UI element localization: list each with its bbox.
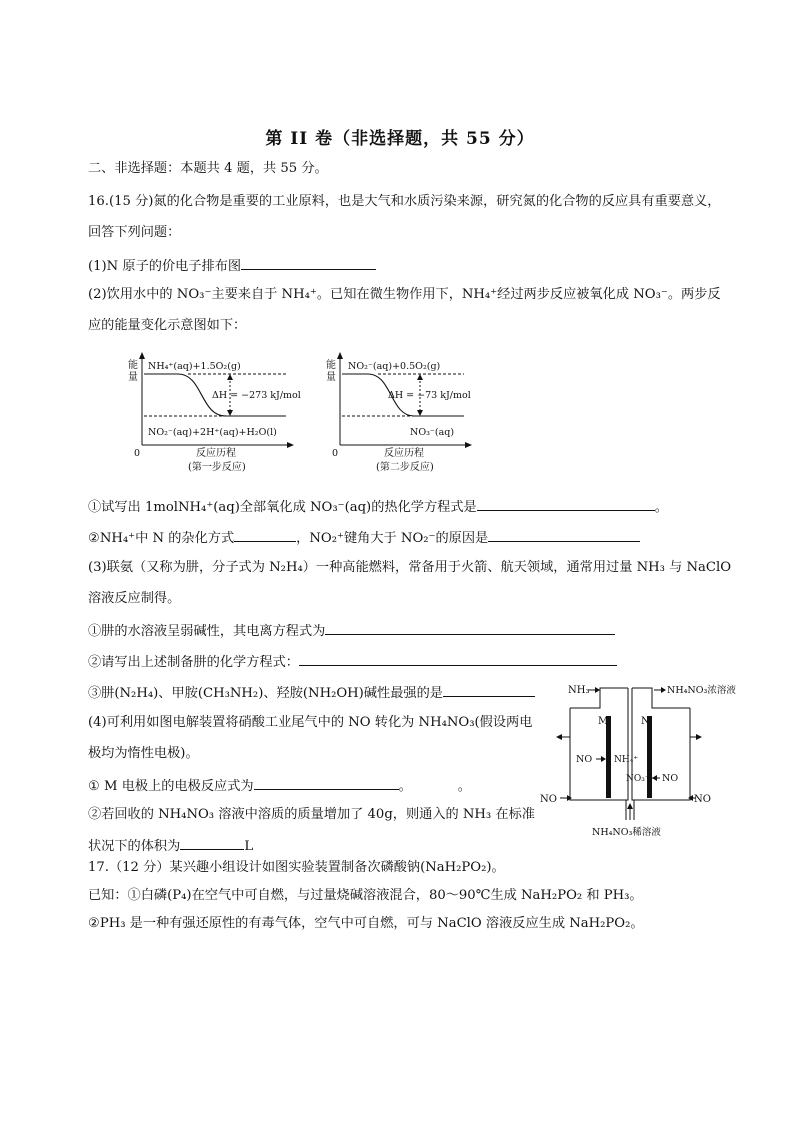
- answer-blank[interactable]: [180, 836, 244, 850]
- q16-4-1-text: ① M 电极上的电极反应式为: [88, 779, 254, 794]
- q16-2-1: [88, 497, 668, 517]
- dh-arrow-tail: [417, 374, 423, 380]
- delta-h-label: ΔH = −73 kJ/mol: [388, 390, 471, 401]
- delta-h-label: ΔH = −273 kJ/mol: [212, 390, 301, 401]
- q16-part3-line2: 溶液反应制得。: [88, 591, 181, 606]
- dh-arrow-head: [417, 410, 423, 416]
- y-label-1: 能: [128, 360, 138, 371]
- q16-4-2-line1: ②若回收的 NH₄NO₃ 溶液中溶质的质量增加了 40g，则通入的 NH₃ 在标准: [88, 807, 535, 822]
- q16-3-2: [88, 652, 617, 672]
- left-in-arrow-head: [556, 734, 562, 740]
- answer-blank[interactable]: [325, 621, 615, 635]
- q16-2-2-text-b: ，NO₂⁺键角大于 NO₂⁻的原因是: [296, 531, 489, 546]
- q16-intro-line1: 16.(15 分)氮的化合物是重要的工业原料，也是大气和水质污染来源，研究氮的化合物的反应具有重要意义，: [88, 194, 721, 209]
- bottom-in-arrow-head: [627, 803, 633, 809]
- no-right-label: NO: [662, 773, 679, 784]
- q16-part2-line1: (2)饮用水中的 NO₃⁻主要来自于 NH₄⁺。已知在微生物作用下，NH₄⁺经过两步反应被氧化成 NO₃⁻。两步反: [88, 287, 721, 302]
- reactant-label: NO₂⁻(aq)+0.5O₂(g): [348, 361, 441, 372]
- q16-part4-line2: 极均为惰性电极)。: [88, 746, 199, 761]
- y-label-1: 能: [326, 360, 336, 371]
- product-label: NO₂⁻(aq)+2H⁺(aq)+H₂O(l): [148, 427, 277, 438]
- q16-3-2-text: ②请写出上述制备肼的化学方程式：: [88, 655, 299, 670]
- origin-label: 0: [332, 448, 339, 459]
- electrode-n: [647, 716, 652, 798]
- no-right-arrow-head: [652, 775, 657, 781]
- x-axis-arrow: [465, 442, 472, 448]
- no-left-label: NO: [576, 754, 593, 765]
- q16-4-1-extra: 。: [457, 779, 471, 794]
- q16-part4-line1: (4)可利用如图电解装置将硝酸工业尾气中的 NO 转化为 NH₄NO₃(假设两电: [88, 715, 533, 730]
- answer-blank[interactable]: [488, 528, 640, 542]
- electrode-n-label: N: [641, 716, 650, 727]
- q17-line3: ②PH₃ 是一种有强还原性的有毒气体，空气中可自燃，可与 NaClO 溶液反应生成 NaH₂PO₂。: [88, 916, 644, 931]
- energy-diagram-step2: [326, 350, 476, 475]
- instructions: 二、非选择题：本题共 4 题，共 55 分。: [88, 161, 328, 176]
- x-label: 反应历程: [196, 448, 236, 459]
- y-label-2: 量: [128, 372, 138, 383]
- concentrated-solution-label: NH₄NO₃浓溶液: [667, 685, 736, 696]
- dilute-solution-label: NH₄NO₃稀溶液: [592, 827, 661, 838]
- no-in-right-label: NO: [694, 794, 711, 805]
- origin-label: 0: [134, 448, 141, 459]
- answer-blank[interactable]: [299, 652, 617, 666]
- q16-part2-line2: 应的能量变化示意图如下：: [88, 318, 247, 333]
- q16-2-2-text-a: ②NH₄⁺中 N 的杂化方式: [88, 531, 235, 546]
- q16-4-2-unit: L: [244, 839, 254, 854]
- no-in-left-label: NO: [540, 794, 557, 805]
- right-out-arrow-head: [696, 734, 702, 740]
- answer-blank[interactable]: [234, 528, 296, 542]
- q16-4-1-end: 。: [398, 779, 412, 794]
- caption: (第一步反应): [188, 462, 246, 473]
- nh4-label: NH₄⁺: [614, 755, 639, 765]
- q16-2-1-end: 。: [654, 500, 668, 515]
- no-left-arrow-head: [601, 756, 606, 762]
- out-arrow-head: [661, 687, 666, 693]
- q16-2-1-text: ①试写出 1molNH₄⁺(aq)全部氧化成 NO₃⁻(aq)的热化学方程式是: [88, 500, 477, 515]
- q16-3-1-text: ①肼的水溶液呈弱碱性，其电离方程式为: [88, 624, 326, 639]
- q16-part3-line1: (3)联氨（又称为肼，分子式为 N₂H₄）一种高能燃料，常备用于火箭、航天领域，通常用过量 NH₃ 与 NaClO: [88, 560, 732, 575]
- x-label: 反应历程: [384, 448, 424, 459]
- product-label: NO₃⁻(aq): [410, 427, 455, 438]
- nh3-arrow-head: [595, 687, 600, 693]
- answer-blank[interactable]: [443, 683, 535, 697]
- y-axis-arrow: [139, 352, 145, 359]
- q16-4-1: [88, 776, 471, 796]
- x-axis-arrow: [287, 442, 294, 448]
- dh-arrow-tail: [227, 374, 233, 380]
- q17-line1: 17.（12 分）某兴趣小组设计如图实验装置制备次磷酸钠(NaH₂PO₂)。: [88, 860, 505, 875]
- caption: (第二步反应): [376, 462, 434, 473]
- dh-arrow-head: [227, 410, 233, 416]
- electrode-m-label: M: [598, 716, 609, 727]
- electrolysis-cell-diagram: [540, 680, 736, 845]
- q16-3-1: [88, 621, 615, 641]
- q16-intro-line2: 回答下列问题：: [88, 225, 181, 240]
- answer-blank[interactable]: [477, 497, 655, 511]
- energy-diagram-step1: [128, 350, 301, 475]
- electrode-m: [606, 716, 611, 798]
- q16-3-3-text: ③肼(N₂H₄)、甲胺(CH₃NH₂)、羟胺(NH₂OH)碱性最强的是: [88, 686, 443, 701]
- no3-label: NO₃⁻: [626, 774, 650, 784]
- q16-4-2-text: 状况下的体积为: [88, 839, 181, 854]
- section-title: 第 II 卷（非选择题，共 55 分）: [265, 129, 535, 149]
- y-axis-arrow: [337, 352, 343, 359]
- y-label-2: 量: [326, 372, 336, 383]
- q16-3-3: [88, 683, 535, 703]
- q16-4-2-line2: [88, 836, 253, 856]
- q16-2-2: [88, 528, 640, 548]
- q17-line2: 已知：①白磷(P₄)在空气中可自燃，与过量烧碱溶液混合，80～90℃生成 NaH₂PO₂ 和 PH₃。: [88, 888, 643, 903]
- answer-blank[interactable]: [241, 256, 376, 270]
- q16-part1-text: (1)N 原子的价电子排布图: [88, 259, 242, 274]
- nh3-label: NH₃: [568, 685, 590, 696]
- q16-part1: [88, 256, 376, 276]
- reactant-label: NH₄⁺(aq)+1.5O₂(g): [148, 361, 241, 372]
- answer-blank[interactable]: [254, 776, 399, 790]
